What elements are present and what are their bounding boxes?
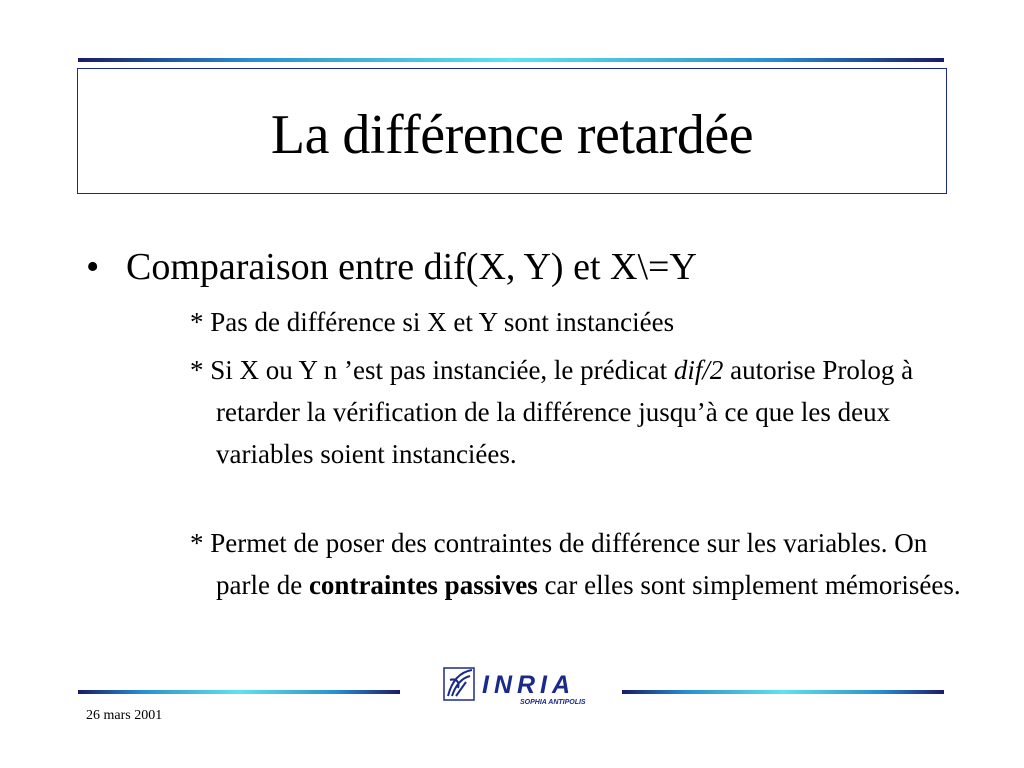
bullet-symbol: • <box>86 246 100 288</box>
sub-item-text: * Pas de différence si X et Y sont instanciées <box>190 307 675 337</box>
logo-text: INRIA <box>482 671 576 699</box>
sub-item-bold-term: contraintes passives <box>308 570 538 600</box>
sub-item-2 <box>190 349 976 475</box>
sub-item-text-before: * Si X ou Y n ’est pas instanciée, le prédicat <box>190 355 674 385</box>
sub-item-text-after: car elles sont simplement mémorisées. <box>537 570 961 600</box>
top-divider-line <box>78 58 944 62</box>
sub-item-text-before: * Permet de poser des contraintes de différence sur les variables. On parle de <box>190 528 928 600</box>
logo-subtext: SOPHIA ANTIPOLIS <box>520 699 586 706</box>
footer-divider-left <box>78 690 400 694</box>
sub-item-italic-term: dif/2 <box>673 355 724 385</box>
sub-item-3 <box>190 522 976 606</box>
title-box <box>77 68 947 194</box>
main-bullet <box>86 242 697 292</box>
footer-divider-right <box>622 690 944 694</box>
footer-date: 26 mars 2001 <box>86 708 163 723</box>
sub-item-text-after: autorise Prolog à retarder la vérification de la différence jusqu’à ce que les deux variables soient instanciées. <box>216 355 914 469</box>
slide-title: La différence retardée <box>270 104 754 166</box>
bullet-text: Comparaison entre dif(X, Y) et X\=Y <box>126 246 697 288</box>
inria-logo <box>442 660 602 714</box>
sub-item-1 <box>190 301 976 343</box>
